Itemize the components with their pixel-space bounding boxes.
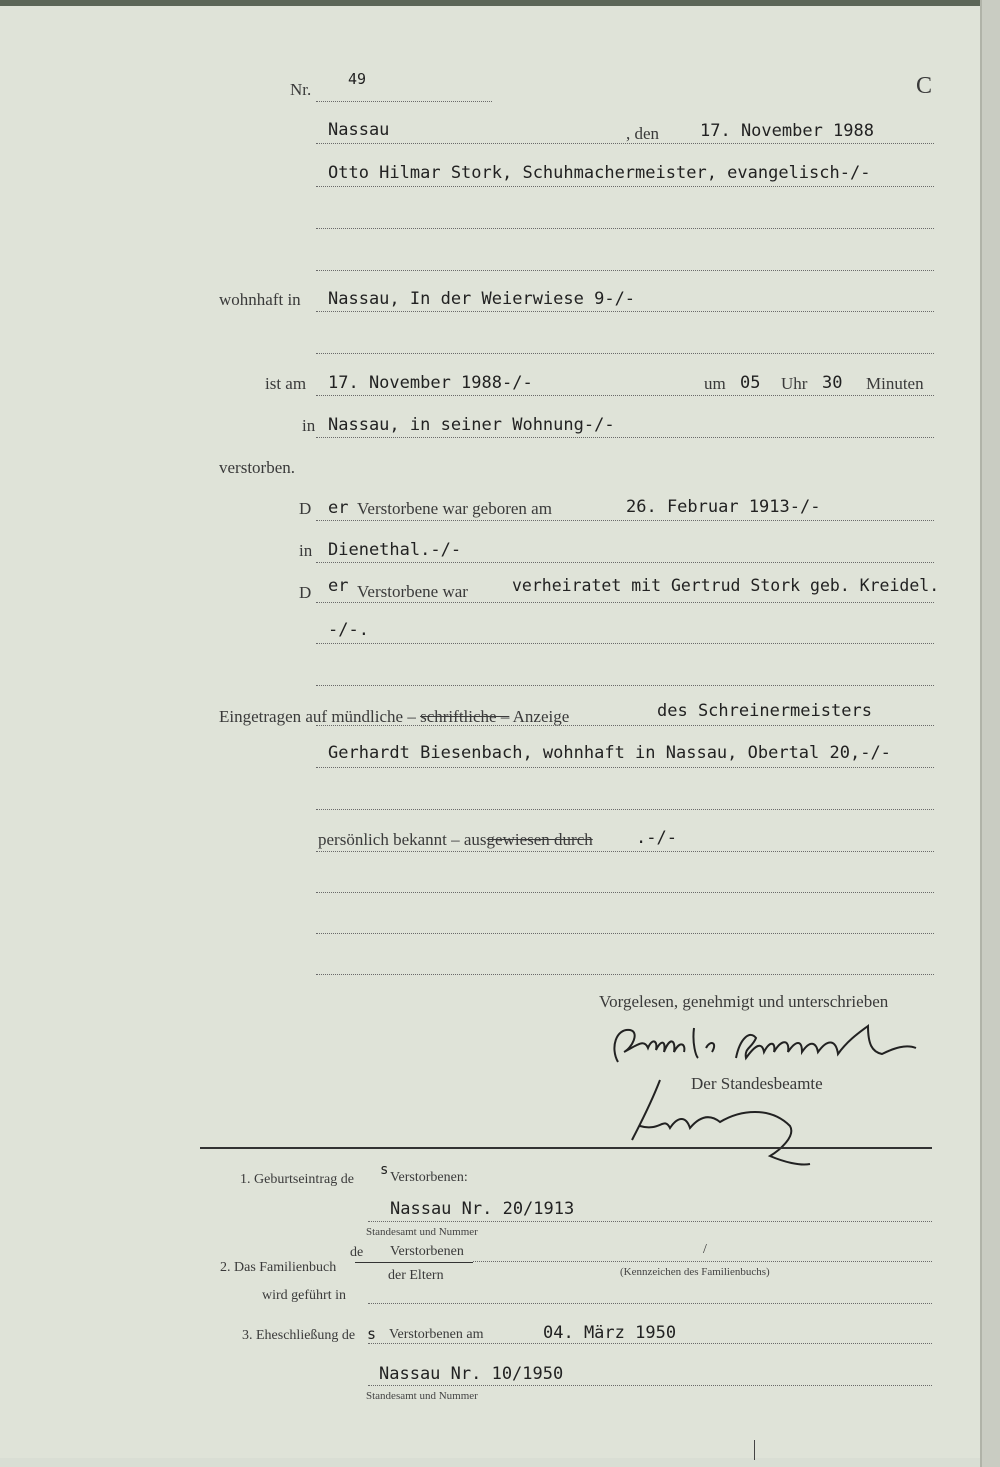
marital-cont-line bbox=[316, 643, 934, 644]
marital-line bbox=[316, 602, 934, 603]
informant-signature bbox=[606, 1018, 936, 1078]
register-page bbox=[0, 6, 982, 1458]
name-line bbox=[316, 186, 934, 187]
birth-entry-typed-s: s bbox=[380, 1162, 389, 1178]
blank-line-1 bbox=[316, 228, 934, 229]
death-place-line bbox=[316, 437, 934, 438]
marriage-label-b: Verstorbenen am bbox=[389, 1327, 484, 1342]
nr-value: 49 bbox=[348, 70, 367, 88]
death-place: Nassau, in seiner Wohnung-/- bbox=[328, 415, 615, 435]
section-divider bbox=[200, 1147, 932, 1149]
notice-line-2 bbox=[316, 767, 934, 768]
birth-date: 26. Februar 1913-/- bbox=[626, 497, 821, 517]
date-line bbox=[316, 143, 934, 144]
birth-entry-caption: Standesamt und Nummer bbox=[366, 1226, 478, 1238]
marriage-register-caption: Standesamt und Nummer bbox=[366, 1390, 478, 1402]
d-label: D bbox=[299, 499, 312, 518]
birth-date-line bbox=[316, 520, 934, 521]
blank-line-3 bbox=[316, 353, 934, 354]
bottom-tick-mark bbox=[754, 1440, 756, 1460]
birth-place-line bbox=[316, 562, 934, 563]
marital-cont: -/-. bbox=[328, 620, 369, 640]
form-letter: C bbox=[916, 73, 933, 99]
born-label: Verstorbene war geboren am bbox=[357, 499, 552, 518]
notice-label: Eingetragen auf mündliche – schriftliche – Anzeige bbox=[219, 707, 570, 726]
nr-line bbox=[316, 101, 492, 102]
birth-entry-line bbox=[368, 1221, 932, 1222]
wohnhaft-line bbox=[316, 311, 934, 312]
family-book-de: de bbox=[350, 1245, 364, 1260]
family-book-location-label: wird geführt in bbox=[262, 1288, 346, 1303]
marital-status: verheiratet mit Gertrud Stork geb. Kreidel. bbox=[512, 576, 940, 595]
er-typed-2: er bbox=[328, 576, 349, 596]
place-value: Nassau bbox=[328, 120, 390, 140]
war-label: Verstorbene war bbox=[357, 582, 468, 601]
book-spine-edge bbox=[980, 0, 1000, 1467]
family-book-fraction-line bbox=[355, 1262, 473, 1263]
blank-line-7 bbox=[316, 933, 934, 934]
read-approved-label: Vorgelesen, genehmigt und unterschrieben bbox=[599, 992, 889, 1011]
known-label: persönlich bekannt – ausgewiesen durch bbox=[318, 830, 593, 849]
family-book-label: 2. Das Familienbuch bbox=[220, 1260, 337, 1275]
birth-entry-label-b: Verstorbenen: bbox=[390, 1170, 468, 1185]
marriage-register-line bbox=[368, 1385, 932, 1386]
death-date: 17. November 1988-/- bbox=[328, 373, 533, 393]
known-line bbox=[316, 851, 934, 852]
uhr-label: Uhr bbox=[781, 374, 808, 393]
minuten-label: Minuten bbox=[866, 374, 924, 393]
marriage-date: 04. März 1950 bbox=[543, 1323, 677, 1343]
blank-line-2 bbox=[316, 270, 934, 271]
registrar-signature bbox=[620, 1076, 820, 1166]
um-label: um bbox=[704, 374, 726, 393]
date-value: 17. November 1988 bbox=[700, 121, 874, 141]
marriage-register-value: Nassau Nr. 10/1950 bbox=[379, 1364, 564, 1384]
name-value: Otto Hilmar Stork, Schuhmachermeister, evangelisch-/- bbox=[328, 163, 871, 183]
marriage-label: 3. Eheschließung de bbox=[242, 1328, 356, 1343]
notice-value-2: Gerhardt Biesenbach, wohnhaft in Nassau, Obertal 20,-/- bbox=[328, 743, 891, 763]
family-book-caption: (Kennzeichen des Familienbuchs) bbox=[620, 1266, 770, 1278]
den-label: , den bbox=[626, 124, 660, 143]
marriage-date-line bbox=[368, 1343, 932, 1344]
wohnhaft-label: wohnhaft in bbox=[219, 290, 301, 309]
family-book-option-top: Verstorbenen bbox=[390, 1244, 464, 1259]
blank-line-5 bbox=[316, 809, 934, 810]
known-typed: .-/- bbox=[636, 828, 677, 848]
birth-entry-label: 1. Geburtseintrag de bbox=[240, 1172, 354, 1187]
blank-line-4 bbox=[316, 685, 934, 686]
registrar-label: Der Standesbeamte bbox=[691, 1074, 823, 1093]
family-book-option-bottom: der Eltern bbox=[388, 1268, 444, 1283]
marriage-typed-s: s bbox=[367, 1325, 377, 1343]
death-minutes: 30 bbox=[822, 373, 843, 393]
death-date-line bbox=[316, 395, 934, 396]
death-hour: 05 bbox=[740, 373, 761, 393]
notice-line-1 bbox=[316, 725, 934, 726]
notice-value-1: des Schreinermeisters bbox=[657, 701, 872, 721]
nr-label: Nr. bbox=[290, 80, 312, 99]
family-book-line bbox=[473, 1261, 932, 1262]
ist-am-label: ist am bbox=[265, 374, 307, 393]
family-book-location-line bbox=[368, 1303, 932, 1304]
wohnhaft-value: Nassau, In der Weierwiese 9-/- bbox=[328, 289, 636, 309]
blank-line-6 bbox=[316, 892, 934, 893]
in-label-2: in bbox=[299, 541, 313, 560]
blank-line-8 bbox=[316, 974, 934, 975]
birth-entry-value: Nassau Nr. 20/1913 bbox=[390, 1199, 575, 1219]
family-book-slash: / bbox=[703, 1242, 707, 1257]
verstorben-label: verstorben. bbox=[219, 458, 296, 477]
birth-place: Dienethal.-/- bbox=[328, 540, 462, 560]
d-label-2: D bbox=[299, 583, 312, 602]
er-typed: er bbox=[328, 498, 349, 518]
in-label: in bbox=[302, 416, 316, 435]
